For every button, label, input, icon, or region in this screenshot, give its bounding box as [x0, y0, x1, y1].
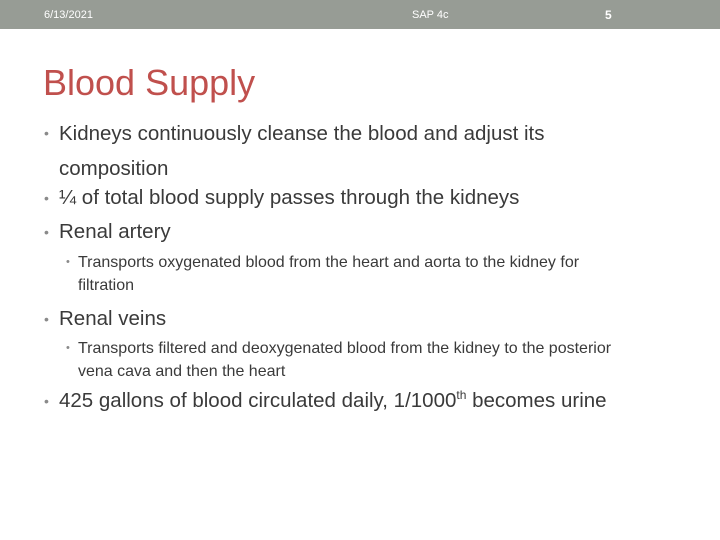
bullet-kidneys-cleanse: Kidneys continuously cleanse the blood and adjust its composition — [59, 122, 545, 180]
bullet-renal-artery: Renal artery — [59, 220, 171, 243]
sub-bullet-dot: • — [66, 342, 70, 354]
slide-number: 5 — [605, 8, 612, 22]
sub-bullet-veins-detail: Transports filtered and deoxygenated blood from the kidney to the posterior vena cava and then the heart — [78, 340, 612, 380]
bullet-dot: • — [44, 311, 49, 327]
sub-bullet-dot: • — [66, 256, 70, 268]
gallons-text: 425 gallons of blood circulated daily, 1/1000 — [59, 389, 457, 412]
sub-bullet-artery-detail: Transports oxygenated blood from the heart and aorta to the kidney for filtration — [78, 254, 580, 294]
header-bar — [0, 0, 720, 29]
bullet-dot: • — [44, 393, 49, 409]
bullet-dot: • — [44, 224, 49, 240]
slide-title: Blood Supply — [43, 62, 256, 103]
bullet-gallons-daily — [59, 383, 669, 418]
course-label: SAP 4c — [412, 9, 449, 21]
bullet-dot: • — [44, 190, 49, 206]
becomes-urine-text: becomes urine — [466, 389, 607, 412]
bullet-quarter-supply: ¼ of total blood supply passes through the kidneys — [59, 186, 520, 209]
ordinal-suffix: th — [456, 388, 467, 403]
slide-date: 6/13/2021 — [44, 9, 93, 21]
bullet-dot: • — [44, 125, 49, 141]
bullet-renal-veins: Renal veins — [59, 307, 167, 330]
